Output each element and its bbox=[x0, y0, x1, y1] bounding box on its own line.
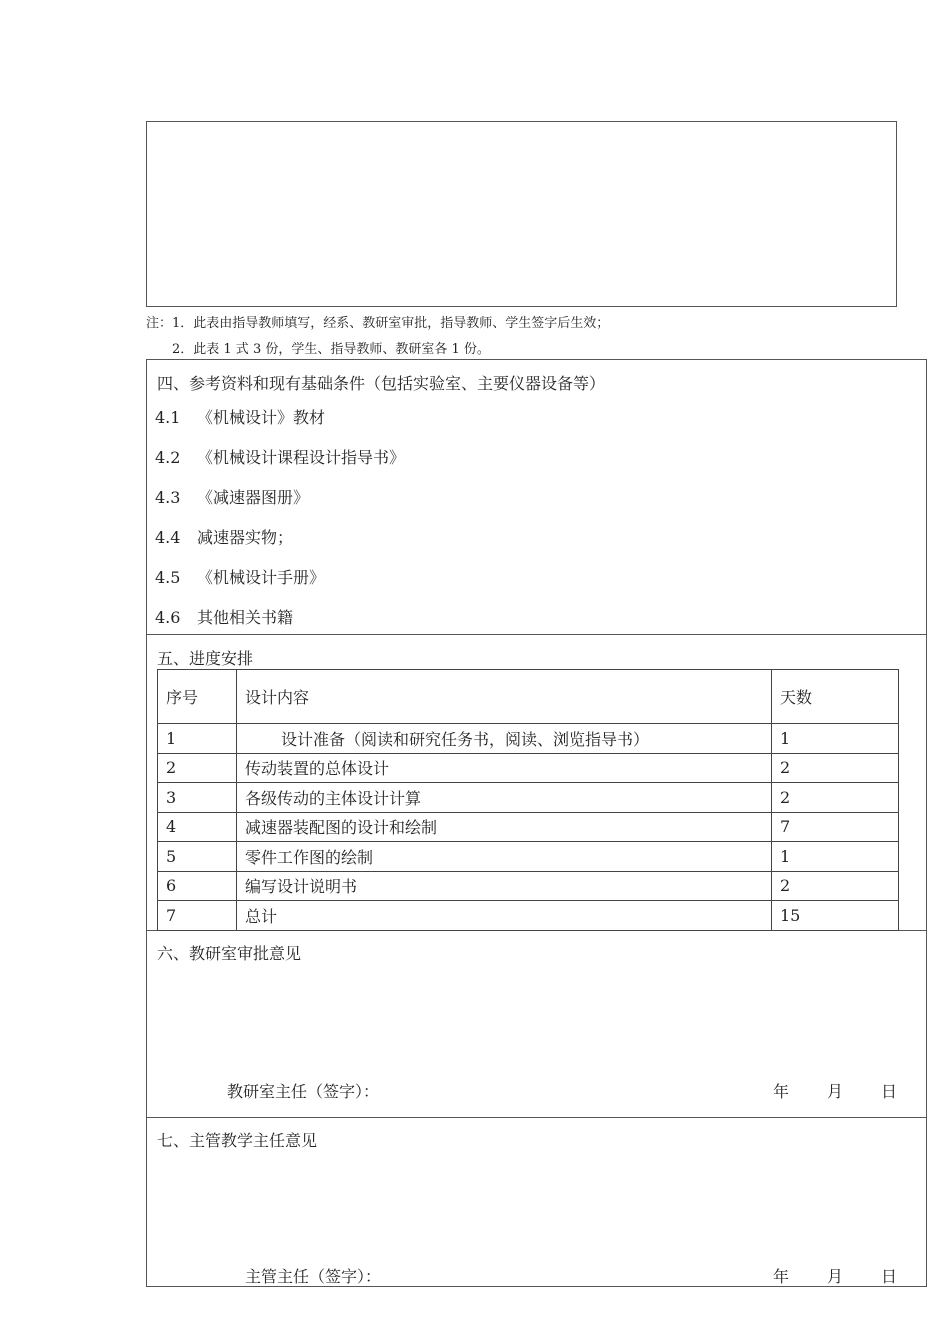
reference-item: 4.3 《减速器图册》 bbox=[155, 488, 310, 507]
section-schedule bbox=[147, 635, 926, 931]
table-row: 7 总计 15 bbox=[158, 901, 899, 931]
table-row: 3 各级传动的主体设计计算 2 bbox=[158, 783, 899, 813]
table-header-row bbox=[158, 670, 899, 724]
signature-label: 教研室主任（签字）： bbox=[227, 1082, 380, 1101]
date-year: 年 bbox=[773, 1082, 790, 1101]
reference-item: 4.6 其他相关书籍 bbox=[155, 608, 294, 627]
table-row: 6 编写设计说明书 2 bbox=[158, 871, 899, 901]
reference-item: 4.2 《机械设计课程设计指导书》 bbox=[155, 448, 406, 467]
date-month: 月 bbox=[827, 1267, 844, 1286]
date-year: 年 bbox=[773, 1267, 790, 1286]
signature-label: 主管主任（签字）： bbox=[245, 1267, 382, 1286]
table-row: 2 传动装置的总体设计 2 bbox=[158, 753, 899, 783]
date-month: 月 bbox=[827, 1082, 844, 1101]
section-title: 四、参考资料和现有基础条件（包括实验室、主要仪器设备等） bbox=[157, 374, 606, 393]
date-day: 日 bbox=[881, 1082, 898, 1101]
note-line-2: 2．此表 1 式 3 份，学生、指导教师、教研室各 1 份。 bbox=[172, 342, 490, 357]
section-title: 六、教研室审批意见 bbox=[157, 944, 302, 963]
header-days: 天数 bbox=[772, 670, 899, 724]
header-index: 序号 bbox=[158, 670, 237, 724]
note-line-1: 注：1．此表由指导教师填写，经系、教研室审批，指导教师、学生签字后生效； bbox=[146, 316, 610, 331]
reference-item: 4.1 《机械设计》教材 bbox=[155, 408, 326, 427]
table-row: 5 零件工作图的绘制 1 bbox=[158, 842, 899, 872]
section-director-opinion bbox=[147, 1118, 926, 1288]
header-content: 设计内容 bbox=[237, 670, 772, 724]
table-row: 4 减速器装配图的设计和绘制 7 bbox=[158, 812, 899, 842]
blank-box bbox=[146, 121, 897, 307]
table-row: 1 设计准备（阅读和研究任务书，阅读、浏览指导书） 1 bbox=[158, 724, 899, 754]
section-references bbox=[147, 360, 926, 635]
reference-item: 4.5 《机械设计手册》 bbox=[155, 568, 326, 587]
task-form bbox=[146, 359, 927, 1287]
section-title: 七、主管教学主任意见 bbox=[157, 1131, 318, 1150]
notes bbox=[146, 311, 609, 363]
schedule-table bbox=[157, 669, 899, 931]
section-title: 五、进度安排 bbox=[157, 649, 254, 668]
date-day: 日 bbox=[881, 1267, 898, 1286]
reference-item: 4.4 减速器实物； bbox=[155, 528, 294, 547]
section-department-approval bbox=[147, 931, 926, 1118]
